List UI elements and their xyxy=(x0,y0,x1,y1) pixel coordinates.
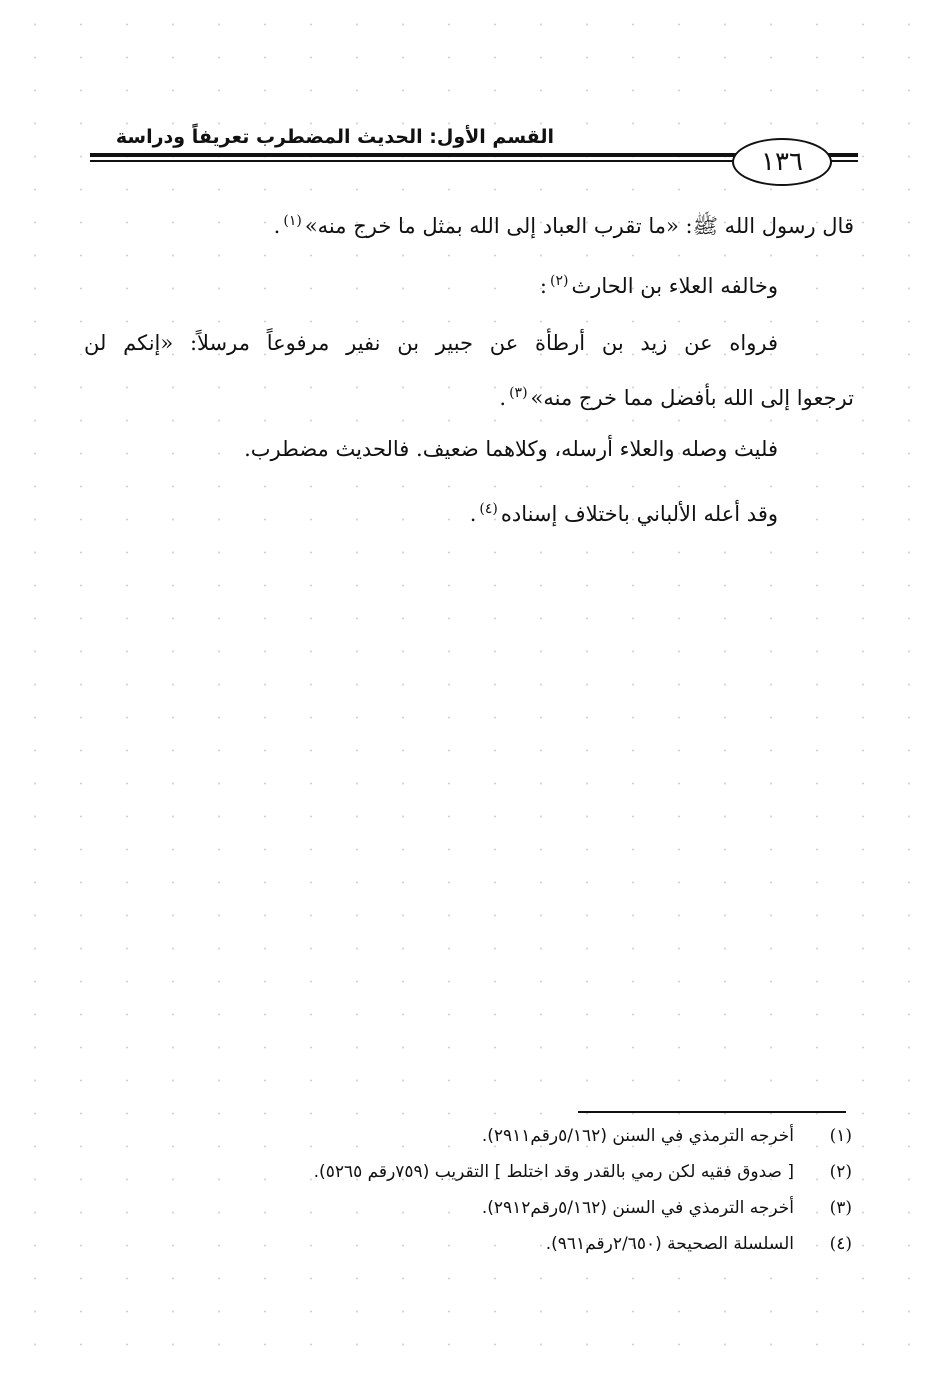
paragraph-punct: . xyxy=(499,386,507,410)
footnote-text: [ صدوق فقيه لكن رمي بالقدر وقد اختلط ] التقريب (٧٥٩رقم ٥٢٦٥). xyxy=(313,1162,794,1182)
running-header-title: القسم الأول: الحديث المضطرب تعريفاً ودراسة xyxy=(115,126,554,148)
footnote-ref: (١) xyxy=(283,213,302,229)
footnote-ref: (٢) xyxy=(550,273,569,289)
paragraph-text: وقد أعله الألباني باختلاف إسناده xyxy=(500,502,778,526)
footnote-item xyxy=(92,1118,852,1154)
footnote-item xyxy=(92,1226,852,1262)
paragraph-verdict xyxy=(8,424,778,474)
paragraph-punct: : xyxy=(539,274,547,298)
footnote-number: (٣) xyxy=(829,1198,852,1218)
paragraph-line: فرواه عن زيد بن أرطأة عن جبير بن نفير مرفوعاً مرسلاً: «إنكم لن xyxy=(84,331,778,355)
footnote-text: أخرجه الترمذي في السنن (٥/١٦٢رقم٢٩١٢). xyxy=(481,1198,794,1218)
paragraph-text: وخالفه العلاء بن الحارث xyxy=(571,274,778,298)
paragraph-mursal-narration xyxy=(84,318,854,423)
paragraph-albani xyxy=(8,484,778,539)
footnote-ref: (٣) xyxy=(509,385,528,401)
paragraph-text: قال رسول الله ﷺ: «ما تقرب العباد إلى الله بمثل ما خرج منه» xyxy=(304,214,854,238)
footnote-number: (٢) xyxy=(829,1162,852,1182)
footnote-number: (٤) xyxy=(829,1234,852,1254)
paragraph-line-2 xyxy=(84,368,854,423)
footnote-text: أخرجه الترمذي في السنن (٥/١٦٢رقم٢٩١١). xyxy=(481,1126,794,1146)
paragraph-text: فليث وصله والعلاء أرسله، وكلاهما ضعيف. فالحديث مضطرب. xyxy=(244,437,778,461)
paragraph-punct: . xyxy=(273,214,281,238)
footnote-item xyxy=(92,1190,852,1226)
footnote-item xyxy=(92,1154,852,1190)
paragraph-punct: . xyxy=(469,502,477,526)
footnote-number: (١) xyxy=(829,1126,852,1146)
paragraph-text: ترجعوا إلى الله بأفضل مما خرج منه» xyxy=(530,386,854,410)
page-number: ١٣٦ xyxy=(732,138,832,186)
footnote-ref: (٤) xyxy=(479,501,498,517)
footnotes xyxy=(92,1118,852,1262)
footnote-text: السلسلة الصحيحة (٢/٦٥٠رقم٩٦١). xyxy=(545,1234,794,1254)
paragraph-contradiction xyxy=(8,256,778,311)
paragraph-hadith xyxy=(84,196,854,251)
footnote-separator xyxy=(578,1111,846,1113)
